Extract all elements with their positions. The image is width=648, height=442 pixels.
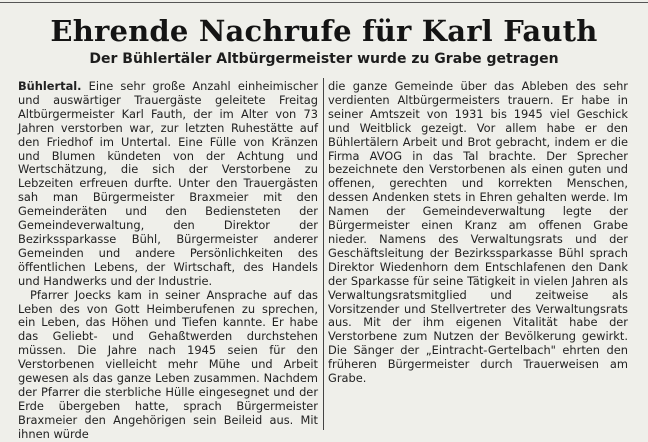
article-paragraph: Pfarrer Joecks kam in seiner Ansprache auf das Leben des von Gott Heimberufenen zu sprechen, ein Leben, das Höhen und Tiefen kannte. Er habe das Geliebt- und Gehaßtwerden durchstehen müssen. Die Jahre nach 1945 seien für den Verstorbenen vielleicht mehr Mühe und Arbeit gewesen als das ganze Leben zusammen. Nachdem der Pfarrer die sterbliche Hülle eingesegnet und der Erde übergeben hatte, sprach Bürgermeister Braxmeier den Angehörigen sein Beileid aus. Mit ihnen würde xyxy=(18,287,318,441)
article-paragraph-text: Eine sehr große Anzahl einheimischer und auswärtiger Trauergäste geleitete Freitag Altbürgermeister Karl Fauth, der im Alter von 73 Jahren verstorben war, zur letzten Ruhestätte auf den Friedhof im Untertal. Eine Fülle von Kränzen und Blumen kündeten von der Achtung und Wertschätzung, die sich der Verstorbene zu Lebzeiten erfreuen durfte. Unter den Trauergästen sah man Bürgermeister Braxmeier mit den Gemeinderäten und den Bediensteten der Gemeindeverwaltung, den Direktor der Bezirkssparkasse Bühl, Bürgermeister anderer Gemeinden und andere Persönlichkeiten des öffentlichen Lebens, der Wirtschaft, des Handels und Handwerks und der Industrie. xyxy=(18,79,318,288)
article-column-left xyxy=(18,80,318,442)
column-divider xyxy=(323,78,324,430)
article-subheadline: Der Bühlertäler Altbürgermeister wurde zu Grabe getragen xyxy=(89,51,559,67)
article-dateline: Bühlertal. xyxy=(18,79,82,93)
article-paragraph xyxy=(18,80,318,289)
top-rule xyxy=(0,2,648,3)
article-column-right xyxy=(328,80,628,386)
article-headline: Ehrende Nachrufe für Karl Fauth xyxy=(50,14,598,48)
article-paragraph: die ganze Gemeinde über das Ableben des sehr verdienten Altbürgermeisters trauern. Er habe in seiner Amtszeit von 1931 bis 1945 viel Geschick und Weitblick gezeigt. Vor allem habe er den Bühlertälern Arbeit und Brot gebracht, indem er die Firma AVOG in das Tal brachte. Der Sprecher bezeichnete den Verstorbenen als einen guten und offenen, gerechten und korrekten Menschen, dessen Andenken stets in Ehren gehalten werde. Im Namen der Gemeindeverwaltung legte der Bürgermeister einen Kranz am offenen Grabe nieder. Namens des Verwaltungsrats und der Geschäftsleitung der Bezirkssparkasse Bühl sprach Direktor Wiedenhorn dem Entschlafenen den Dank der Sparkasse für seine Tätigkeit in vielen Jahren als Verwaltungsratsmitglied und zeitweise als Vorsitzender und Stellvertreter des Verwaltungsrats aus. Mit der ihm eigenen Vitalität habe der Verstorbene zum Nutzen der Bevölkerung gewirkt. Die Sänger der „Eintracht-Gertelbach" ehrten den früheren Bürgermeister durch Trauerweisen am Grabe. xyxy=(328,79,628,386)
